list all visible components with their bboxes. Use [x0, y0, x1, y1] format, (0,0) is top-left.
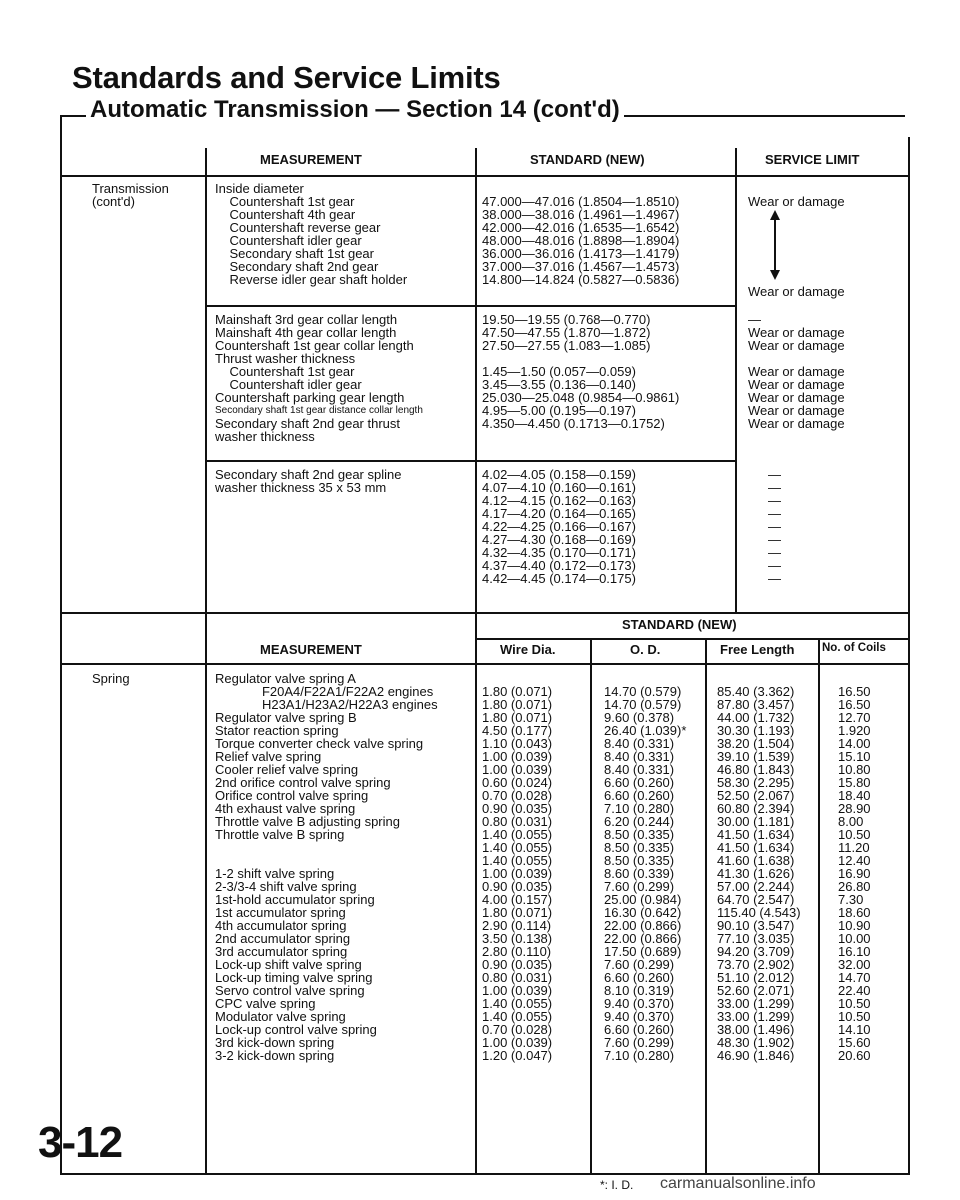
col-measurement-header: MEASUREMENT	[260, 152, 362, 167]
table1-block-rule	[205, 460, 735, 462]
table1-col-divider	[735, 148, 737, 613]
col-standard-header: STANDARD (NEW)	[530, 152, 645, 167]
spring-free-length: 85.40 (3.362) 87.80 (3.457) 44.00 (1.732) 30.30 (1.193) 38.20 (1.504) 39.10 (1.539) 46.80 (1.843) 58.30 (2.295) 52.50 (2.067) 60.80 (2.394) 30.00 (1.181) 41.50 (1.634) 41.50 (1.634) 41.60 (1.638) 41.30 (1.626) 57.00 (2.244) 64.70 (2.547) 115.40 (4.543) 90.10 (3.547) 77.10 (3.035) 94.20 (3.709) 73.70 (2.902) 51.10 (2.012) 52.60 (2.071) 33.00 (1.299) 33.00 (1.299) 38.00 (1.496) 48.30 (1.902) 46.90 (1.846)	[717, 684, 801, 1063]
arrow-down-icon	[770, 270, 780, 280]
table2-standard-header: STANDARD (NEW)	[622, 617, 737, 632]
table1-block-rule	[205, 305, 735, 307]
table1-header-rule	[62, 175, 908, 177]
title-rule-left	[60, 115, 62, 137]
block2-standards: 19.50—19.55 (0.768—0.770) 47.50—47.55 (1.870—1.872) 27.50—27.55 (1.083—1.085) 1.45—1.50 (0.057—0.059) 3.45—3.55 (0.136—0.140) 25.030—25.048 (0.9854—0.9861) 4.95—5.00 (0.195—0.197) 4.350—4.450 (0.1713—0.1752)	[482, 312, 680, 431]
block1-service-top: Wear or damage	[748, 194, 845, 209]
table1-col-divider	[475, 148, 477, 638]
spring-od: 14.70 (0.579) 14.70 (0.579) 9.60 (0.378) 26.40 (1.039)* 8.40 (0.331) 8.40 (0.331) 8.40 (0.331) 6.60 (0.260) 6.60 (0.260) 7.10 (0.280) 6.20 (0.244) 8.50 (0.335) 8.50 (0.335) 8.50 (0.335) 8.60 (0.339) 7.60 (0.299) 25.00 (0.984) 16.30 (0.642) 22.00 (0.866) 22.00 (0.866) 17.50 (0.689) 7.60 (0.299) 6.60 (0.260) 8.10 (0.319) 9.40 (0.370) 9.40 (0.370) 6.60 (0.260) 7.60 (0.299) 7.10 (0.280)	[604, 684, 687, 1063]
table2-col-wire-dia: Wire Dia.	[500, 642, 556, 657]
table2-col-divider	[475, 612, 477, 1173]
category-spring: Spring	[92, 671, 130, 686]
table2-top-rule	[62, 612, 908, 614]
page-title: Standards and Service Limits	[72, 60, 501, 95]
spring-measurements: Regulator valve spring A F20A4/F22A1/F22A2 engines H23A1/H23A2/H22A3 engines Regulator valve spring B Stator reaction spring Torque converter check valve spring Relief valve spring Cooler relief valve spring 2nd orifice control valve spring Orifice control valve spring 4th exhaust valve spring Throttle valve B adjusting spring Throttle valve B spring 1-2 shift valve spring 2-3/3-4 shift valve spring 1st-hold accumulator spring 1st accumulator spring 4th accumulator spring 2nd accumulator spring 3rd accumulator spring Lock-up shift valve spring Lock-up timing valve spring Servo control valve spring CPC valve spring Modulator valve spring Lock-up control valve spring 3rd kick-down spring 3-2 kick-down spring	[215, 671, 438, 1063]
watermark: carmanualsonline.info	[660, 1175, 816, 1192]
table1-col-divider	[205, 148, 207, 613]
block2-measurement-end: Secondary shaft 2nd gear thrust washer thickness	[215, 416, 401, 444]
table2-header-rule	[62, 663, 908, 665]
col-service-limit-header: SERVICE LIMIT	[765, 152, 860, 167]
footnote: *: I. D.	[600, 1178, 634, 1192]
table2-subheader-rule	[475, 638, 908, 640]
block1-standards: 47.000—47.016 (1.8504—1.8510) 38.000—38.016 (1.4961—1.4967) 42.000—42.016 (1.6535—1.6542) 48.000—48.016 (1.8898—1.8904) 36.000—36.016 (1.4173—1.4179) 37.000—37.016 (1.4567—1.4573) 14.800—14.824 (0.5827—0.5836)	[482, 194, 680, 287]
table2-col-divider	[818, 638, 820, 1173]
block1-service-bottom: Wear or damage	[748, 284, 845, 299]
block3-standards: 4.02—4.05 (0.158—0.159) 4.07—4.10 (0.160—0.161) 4.12—4.15 (0.162—0.163) 4.17—4.20 (0.164—0.165) 4.22—4.25 (0.166—0.167) 4.27—4.30 (0.168—0.169) 4.32—4.35 (0.170—0.171) 4.37—4.40 (0.172—0.173) 4.42—4.45 (0.174—0.175)	[482, 467, 636, 586]
block3-service: — — — — — — — — —	[768, 467, 781, 586]
category-transmission: Transmission (cont'd)	[92, 181, 169, 209]
table2-col-divider	[205, 612, 207, 1173]
table2-col-free-length: Free Length	[720, 642, 795, 657]
section-subtitle: Automatic Transmission — Section 14 (cont'd)	[86, 96, 624, 124]
block2-measurements: Mainshaft 3rd gear collar length Mainshaft 4th gear collar length Countershaft 1st gear collar length Thrust washer thickness Countershaft 1st gear Countershaft idler gear Countershaft parking gear length	[215, 312, 414, 405]
ditto-line	[774, 218, 776, 270]
spring-wire-dia: 1.80 (0.071) 1.80 (0.071) 1.80 (0.071) 4.50 (0.177) 1.10 (0.043) 1.00 (0.039) 1.00 (0.039) 0.60 (0.024) 0.70 (0.028) 0.90 (0.035) 0.80 (0.031) 1.40 (0.055) 1.40 (0.055) 1.40 (0.055) 1.00 (0.039) 0.90 (0.035) 4.00 (0.157) 1.80 (0.071) 2.90 (0.114) 3.50 (0.138) 2.80 (0.110) 0.90 (0.035) 0.80 (0.031) 1.00 (0.039) 1.40 (0.055) 1.40 (0.055) 0.70 (0.028) 1.00 (0.039) 1.20 (0.047)	[482, 684, 553, 1063]
table2-col-od: O. D.	[630, 642, 661, 657]
spring-coils: 16.50 16.50 12.70 1.920 14.00 15.10 10.80 15.80 18.40 28.90 8.00 10.50 11.20 12.40 16.90 26.80 7.30 18.60 10.90 10.00 16.10 32.00 14.70 22.40 10.50 10.50 14.10 15.60 20.60	[838, 684, 871, 1063]
table2-col-measurement: MEASUREMENT	[260, 642, 362, 657]
table2-col-divider	[590, 638, 592, 1173]
block1-measurements: Inside diameter Countershaft 1st gear Countershaft 4th gear Countershaft reverse gear Countershaft idler gear Secondary shaft 1st gear Secondary shaft 2nd gear Reverse idler gear shaft holder	[215, 181, 408, 287]
block2-service: — Wear or damage Wear or damage Wear or damage Wear or damage Wear or damage Wear or damage Wear or damage	[748, 312, 845, 431]
table2-col-coils: No. of Coils	[822, 642, 886, 654]
block3-measurements: Secondary shaft 2nd gear spline washer thickness 35 x 53 mm	[215, 467, 402, 495]
page-number: 3-12	[38, 1118, 123, 1167]
block2-measurement-small: Secondary shaft 1st gear distance collar length	[215, 405, 423, 416]
table2-col-divider	[705, 638, 707, 1173]
